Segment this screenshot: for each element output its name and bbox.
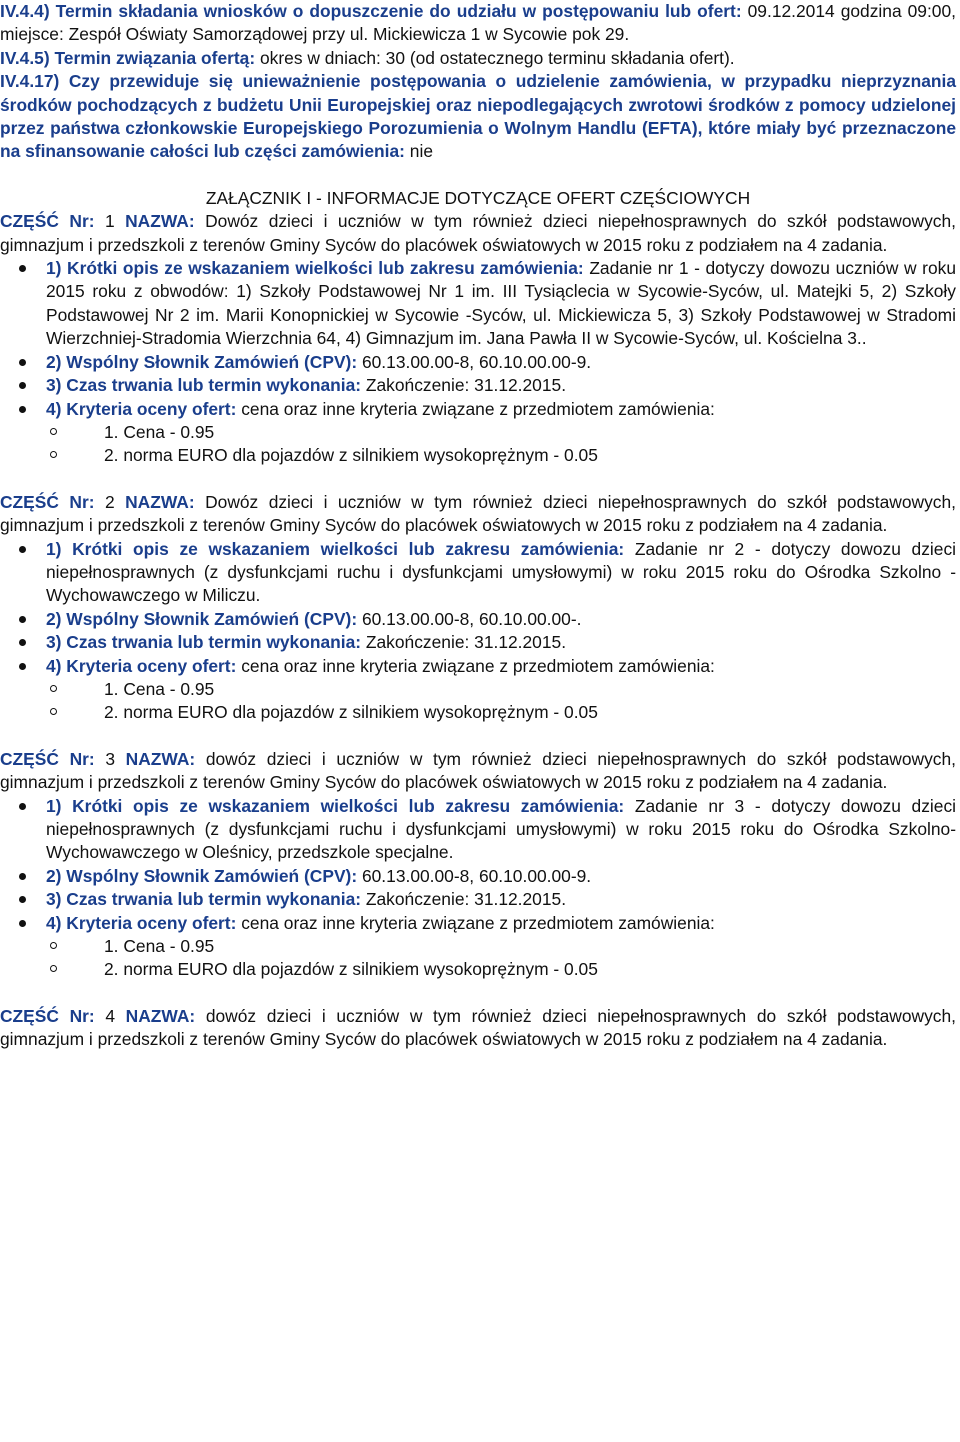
part-number-label: CZĘŚĆ Nr: — [0, 491, 95, 512]
section-label: IV.4.5) Termin związania ofertą: — [0, 47, 256, 68]
part-heading — [0, 491, 956, 538]
criterion-euro-norm: 2. norma EURO dla pojazdów z silnikiem wysokoprężnym - 0.05 — [104, 701, 956, 724]
criteria-text: cena oraz inne kryteria związane z przedmiotem zamówienia: — [241, 655, 715, 676]
part-criteria — [46, 912, 956, 982]
part-number: 2 — [104, 491, 115, 512]
criterion-price: 1. Cena - 0.95 — [104, 678, 956, 701]
criterion-price: 1. Cena - 0.95 — [104, 935, 956, 958]
part-details — [0, 538, 956, 725]
part-duration — [46, 888, 956, 911]
description-label: 1) Krótki opis ze wskazaniem wielkości lub zakresu zamówienia: — [46, 258, 584, 279]
description-text: Zadanie nr 3 - dotyczy dowozu dzieci niepełnosprawnych (z dysfunkcjami ruchu i dysfunkcjami umysłowymi) w roku 2015 roku do Ośrodka Szkolno-Wychowawczego w Oleśnicy, przedszkole specjalne. — [46, 795, 957, 863]
part-number: 3 — [105, 748, 116, 769]
duration-label: 3) Czas trwania lub termin wykonania: — [46, 375, 362, 396]
part-name-label: NAZWA: — [125, 748, 196, 769]
part-cpv — [46, 865, 956, 888]
criteria-list — [46, 935, 956, 982]
duration-value: Zakończenie: 31.12.2015. — [365, 375, 567, 396]
part-name: Dowóz dzieci i uczniów w tym również dzieci niepełnosprawnych do szkół podstawowych, gimnazjum i przedszkoli z terenów Gminy Syców do placówek oświatowych w 2015 roku z podziałem na 4 zadania. — [0, 491, 956, 536]
criteria-list — [46, 678, 956, 725]
part-name: dowóz dzieci i uczniów w tym również dzieci niepełnosprawnych do szkół podstawowych, gimnazjum i przedszkoli z terenów Gminy Syców do placówek oświatowych w 2015 roku z podziałem na 4 zadania. — [0, 748, 956, 793]
part-number-label: CZĘŚĆ Nr: — [0, 211, 95, 232]
criterion-euro-norm: 2. norma EURO dla pojazdów z silnikiem wysokoprężnym - 0.05 — [104, 958, 956, 981]
duration-value: Zakończenie: 31.12.2015. — [365, 889, 567, 910]
part-2 — [0, 491, 956, 725]
section-iv-4-4 — [0, 0, 956, 47]
part-number-label: CZĘŚĆ Nr: — [0, 748, 95, 769]
part-description — [46, 795, 956, 865]
part-duration — [46, 631, 956, 654]
part-details — [0, 257, 956, 468]
criteria-text: cena oraz inne kryteria związane z przedmiotem zamówienia: — [241, 912, 715, 933]
cpv-label: 2) Wspólny Słownik Zamówień (CPV): — [46, 351, 358, 372]
description-label: 1) Krótki opis ze wskazaniem wielkości lub zakresu zamówienia: — [46, 538, 625, 559]
part-heading — [0, 1005, 956, 1052]
part-cpv — [46, 351, 956, 374]
part-name-label: NAZWA: — [125, 211, 195, 232]
part-duration — [46, 374, 956, 397]
criteria-label: 4) Kryteria oceny ofert: — [46, 655, 237, 676]
section-value: okres w dniach: 30 (od ostatecznego terminu składania ofert). — [260, 47, 735, 68]
cpv-codes: 60.13.00.00-8, 60.10.00.00-9. — [361, 351, 592, 372]
description-text: Zadanie nr 2 - dotyczy dowozu dzieci niepełnosprawnych (z dysfunkcjami ruchu i dysfunkcjami umysłowymi) w roku 2015 roku do Ośrodka Szkolno - Wychowawczego w Miliczu. — [46, 538, 957, 606]
part-description — [46, 257, 956, 351]
criteria-text: cena oraz inne kryteria związane z przedmiotem zamówienia: — [241, 398, 715, 419]
part-cpv — [46, 608, 956, 631]
cpv-label: 2) Wspólny Słownik Zamówień (CPV): — [46, 865, 358, 886]
duration-value: Zakończenie: 31.12.2015. — [365, 632, 567, 653]
criteria-label: 4) Kryteria oceny ofert: — [46, 912, 237, 933]
annex-title: ZAŁĄCZNIK I - INFORMACJE DOTYCZĄCE OFERT CZĘŚCIOWYCH — [205, 187, 751, 208]
part-description — [46, 538, 956, 608]
part-criteria — [46, 655, 956, 725]
duration-label: 3) Czas trwania lub termin wykonania: — [46, 632, 362, 653]
section-label: IV.4.17) Czy przewiduje się unieważnienie postępowania o udzielenie zamówienia, w przypadku nieprzyznania środków pochodzących z budżetu Unii Europejskiej oraz niepodlegających zwrotowi środków z pomocy udzielonej przez państwa członkowskie Europejskiego Porozumienia o Wolnym Handlu (EFTA), które miały być przeznaczone na sfinansowanie całości lub części zamówienia: — [0, 71, 956, 162]
part-details — [0, 795, 956, 982]
criteria-label: 4) Kryteria oceny ofert: — [46, 398, 237, 419]
part-3 — [0, 748, 956, 982]
part-heading — [0, 210, 956, 257]
part-4 — [0, 1005, 956, 1052]
part-name: dowóz dzieci i uczniów w tym również dzieci niepełnosprawnych do szkół podstawowych, gimnazjum i przedszkoli z terenów Gminy Syców do placówek oświatowych w 2015 roku z podziałem na 4 zadania. — [0, 1005, 956, 1050]
criterion-price: 1. Cena - 0.95 — [104, 421, 956, 444]
cpv-codes: 60.13.00.00-8, 60.10.00.00-. — [361, 608, 582, 629]
section-value: nie — [409, 141, 434, 162]
cpv-label: 2) Wspólny Słownik Zamówień (CPV): — [46, 608, 358, 629]
part-name: Dowóz dzieci i uczniów w tym również dzieci niepełnosprawnych do szkół podstawowych, gimnazjum i przedszkoli z terenów Gminy Syców do placówek oświatowych w 2015 roku z podziałem na 4 zadania. — [0, 211, 956, 255]
criteria-list — [46, 421, 956, 468]
part-name-label: NAZWA: — [125, 491, 195, 512]
part-criteria — [46, 398, 956, 468]
section-label: IV.4.4) Termin składania wniosków o dopuszczenie do udziału w postępowaniu lub ofert: — [0, 1, 742, 21]
part-number: 4 — [105, 1005, 116, 1026]
section-iv-4-17 — [0, 70, 956, 164]
part-number-label: CZĘŚĆ Nr: — [0, 1005, 95, 1026]
part-1 — [0, 210, 956, 467]
criterion-euro-norm: 2. norma EURO dla pojazdów z silnikiem wysokoprężnym - 0.05 — [104, 444, 956, 467]
description-label: 1) Krótki opis ze wskazaniem wielkości lub zakresu zamówienia: — [46, 795, 625, 816]
part-heading — [0, 748, 956, 795]
cpv-codes: 60.13.00.00-8, 60.10.00.00-9. — [361, 865, 592, 886]
part-number: 1 — [104, 211, 115, 232]
section-value: 09.12.2014 godzina 09:00, miejsce: Zespół Oświaty Samorządowej przy ul. Mickiewicza 1 w Sycowie pok 29. — [0, 1, 956, 45]
duration-label: 3) Czas trwania lub termin wykonania: — [46, 889, 362, 910]
description-text: Zadanie nr 1 - dotyczy dowozu uczniów w roku 2015 roku z obwodów: 1) Szkoły Podstawowej Nr 1 im. III Tysiąclecia w Sycowie-Syców, ul. Matejki 5, 2) Szkoły Podstawowej Nr 2 im. Marii Konopnickiej w Sycowie -Syców, ul. Mickiewicza 5, 3) Szkoły Podstawowej w Stradomi Wierzchniej-Stradomia Wierzchnia 64, 4) Gimnazjum im. Jana Pawła II w Sycowie-Syców, ul. Kościelna 3.. — [46, 258, 956, 349]
section-iv-4-5 — [0, 47, 956, 70]
part-name-label: NAZWA: — [125, 1005, 196, 1026]
